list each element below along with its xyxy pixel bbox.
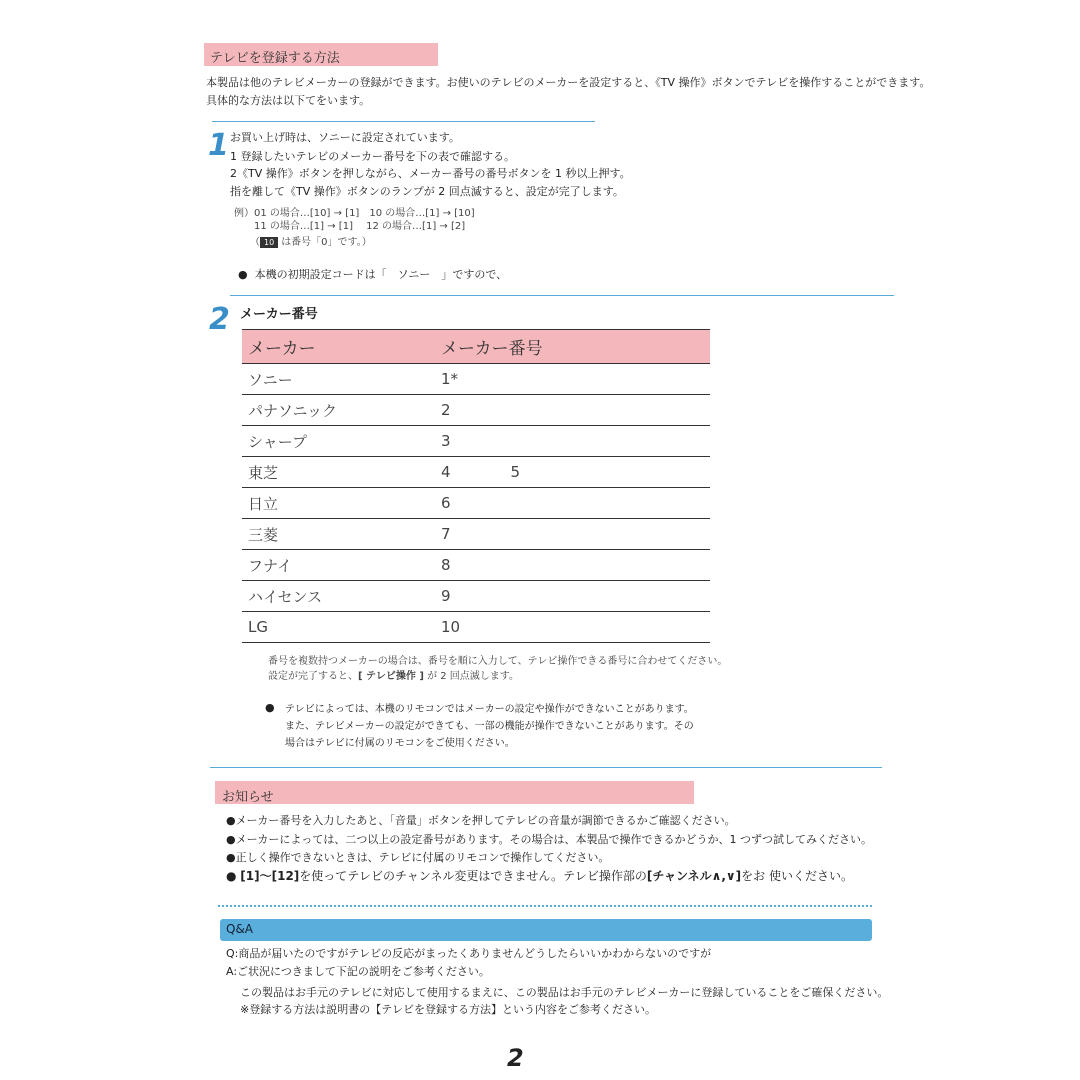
key-prefix: （ bbox=[250, 237, 260, 248]
warning-line-2: また、テレビメーカーの設定ができても、一部の機能が操作できないことがあります。その bbox=[285, 721, 694, 732]
notice-item-4 bbox=[226, 867, 853, 886]
maker-name-cell: 東芝 bbox=[242, 457, 435, 488]
table-row bbox=[242, 395, 710, 426]
notice-4-bold-2: [チャンネル∧,∨] bbox=[646, 869, 742, 883]
divider bbox=[230, 295, 894, 296]
example-line-2: 11 の場合…[1] → [1] 12 の場合…[1] → [2] bbox=[234, 221, 466, 232]
note-2-pre: 設定が完了すると、 bbox=[268, 671, 358, 682]
intro-line-2: 具体的な方法は以下てをいます。 bbox=[206, 94, 371, 107]
qa-answer: A:ご状況につきまして下記の説明をご参考ください。 bbox=[226, 965, 490, 978]
example-line-1: 例）01 の場合…[10] → [1] 10 の場合…[1] → [10] bbox=[234, 208, 475, 219]
header-maker: メーカー bbox=[242, 330, 435, 364]
divider bbox=[212, 121, 595, 122]
table-note-2 bbox=[268, 670, 519, 684]
note-2-post: が 2 回点滅します。 bbox=[423, 671, 520, 682]
maker-name-cell: フナイ bbox=[242, 550, 435, 581]
notice-item-2: ●メーカーによっては、二つ以上の設定番号があります。その場合は、本製品で操作できるかどうか、1 つずつ試してみください。 bbox=[226, 833, 872, 846]
table-note-1: 番号を複数持つメーカーの場合は、番号を順に入力して、テレビ操作できる番号に合わせてください。 bbox=[268, 656, 728, 667]
section-title: テレビを登録する方法 bbox=[210, 51, 340, 66]
maker-name-cell: LG bbox=[242, 612, 435, 643]
maker-name-cell: 三菱 bbox=[242, 519, 435, 550]
maker-code-cell bbox=[435, 550, 710, 581]
divider bbox=[210, 767, 882, 768]
notice-header-bar bbox=[215, 781, 694, 804]
maker-name-cell: ハイセンス bbox=[242, 581, 435, 612]
maker-code-extra: 5 bbox=[510, 463, 521, 481]
maker-code: 3 bbox=[441, 432, 451, 450]
qa-question: Q:商品が届いたのですがテレビの反応がまったくありませんどうしたらいいかわからないのですが bbox=[226, 947, 712, 960]
notice-4-post: をお 使いください。 bbox=[741, 869, 853, 883]
maker-code-cell bbox=[435, 426, 710, 457]
table-row bbox=[242, 364, 710, 395]
maker-name-cell: 日立 bbox=[242, 488, 435, 519]
qa-body-2: ※登録する方法は説明書の【テレビを登録する方法】という内容をご参考ください。 bbox=[240, 1003, 656, 1016]
maker-code-cell bbox=[435, 612, 710, 643]
maker-name-cell: パナソニック bbox=[242, 395, 435, 426]
intro-line-1: 本製品は他のテレビメーカーの登録ができます。お使いのテレビのメーカーを設定すると、《TV 操作》ボタンでテレビを操作することができます。 bbox=[206, 76, 931, 89]
maker-code-cell bbox=[435, 581, 710, 612]
qa-body-1: この製品はお手元のテレビに対応して使用するまえに、この製品はお手元のテレビメーカーに登録していることをご確保ください。 bbox=[240, 986, 889, 999]
notice-4-mid: を使ってテレビのチャンネル変更はできません。テレビ操作部の bbox=[299, 869, 647, 883]
notice-title: お知らせ bbox=[222, 790, 274, 805]
maker-name-cell: シャープ bbox=[242, 426, 435, 457]
maker-code: 8 bbox=[441, 556, 451, 574]
warning-line-3: 場合はテレビに付属のリモコンをご使用ください。 bbox=[285, 738, 515, 749]
dotted-divider bbox=[218, 905, 872, 907]
step-1-line-1: お買い上げ時は、ソニーに設定されています。 bbox=[230, 131, 460, 144]
table-header-row bbox=[242, 330, 710, 364]
header-code: メーカー番号 bbox=[435, 330, 710, 364]
table-row bbox=[242, 581, 710, 612]
maker-code-cell bbox=[435, 519, 710, 550]
notice-item-1: ●メーカー番号を入力したあと、「音量」ボタンを押してテレビの音量が調節できるかご確認ください。 bbox=[226, 814, 736, 827]
maker-code: 9 bbox=[441, 587, 451, 605]
maker-code: 6 bbox=[441, 494, 451, 512]
table-row bbox=[242, 488, 710, 519]
step-1-line-4: 指を離して《TV 操作》ボタンのランプが 2 回点滅すると、設定が完了します。 bbox=[230, 185, 624, 198]
step-2-title: メーカー番号 bbox=[240, 307, 318, 322]
step-1-line-3: 2《TV 操作》ボタンを押しながら、メーカー番号の番号ボタンを 1 秒以上押す。 bbox=[230, 167, 631, 180]
key-note-text: は番号「0」です。） bbox=[281, 237, 372, 248]
step-1-line-2: 1 登録したいテレビのメーカー番号を下の表で確認する。 bbox=[230, 150, 516, 163]
page-number: 2 bbox=[507, 1044, 524, 1072]
maker-code-cell bbox=[435, 364, 710, 395]
maker-code-table bbox=[242, 329, 710, 643]
maker-code: 7 bbox=[441, 525, 451, 543]
step-2-number: 2 bbox=[209, 302, 230, 337]
maker-code: 10 bbox=[441, 618, 461, 636]
initial-code-text: 本機の初期設定コードは「 ソニー 」ですので、 bbox=[254, 268, 508, 281]
maker-code: 4 bbox=[441, 463, 451, 481]
qa-title: Q&A bbox=[226, 922, 254, 936]
step-1-number: 1 bbox=[208, 128, 229, 163]
qa-header-bar bbox=[220, 919, 872, 941]
maker-code-cell bbox=[435, 457, 710, 488]
maker-code-cell bbox=[435, 488, 710, 519]
warning-bullet-icon: ● bbox=[265, 701, 275, 714]
table-row bbox=[242, 457, 710, 488]
warning-line-1: テレビによっては、本機のリモコンではメーカーの設定や操作ができないことがあります。 bbox=[285, 704, 694, 715]
notice-item-3: ●正しく操作できないときは、テレビに付属のリモコンで操作してください。 bbox=[226, 851, 610, 864]
bullet-dot-icon: ● bbox=[238, 268, 255, 281]
initial-code-bullet bbox=[238, 265, 507, 284]
maker-code-cell bbox=[435, 395, 710, 426]
table-row bbox=[242, 519, 710, 550]
table-row bbox=[242, 550, 710, 581]
key-note bbox=[250, 236, 372, 250]
maker-name-cell: ソニー bbox=[242, 364, 435, 395]
notice-4-pre: ● bbox=[226, 869, 241, 883]
table-row bbox=[242, 612, 710, 643]
maker-code: 2 bbox=[441, 401, 451, 419]
key-10-icon: 10 bbox=[260, 237, 278, 248]
table-row bbox=[242, 426, 710, 457]
note-2-bold: [ テレビ操作 ] bbox=[358, 671, 424, 682]
maker-code: 1* bbox=[441, 370, 459, 388]
notice-4-bold-1: [1]〜[12] bbox=[240, 869, 300, 883]
